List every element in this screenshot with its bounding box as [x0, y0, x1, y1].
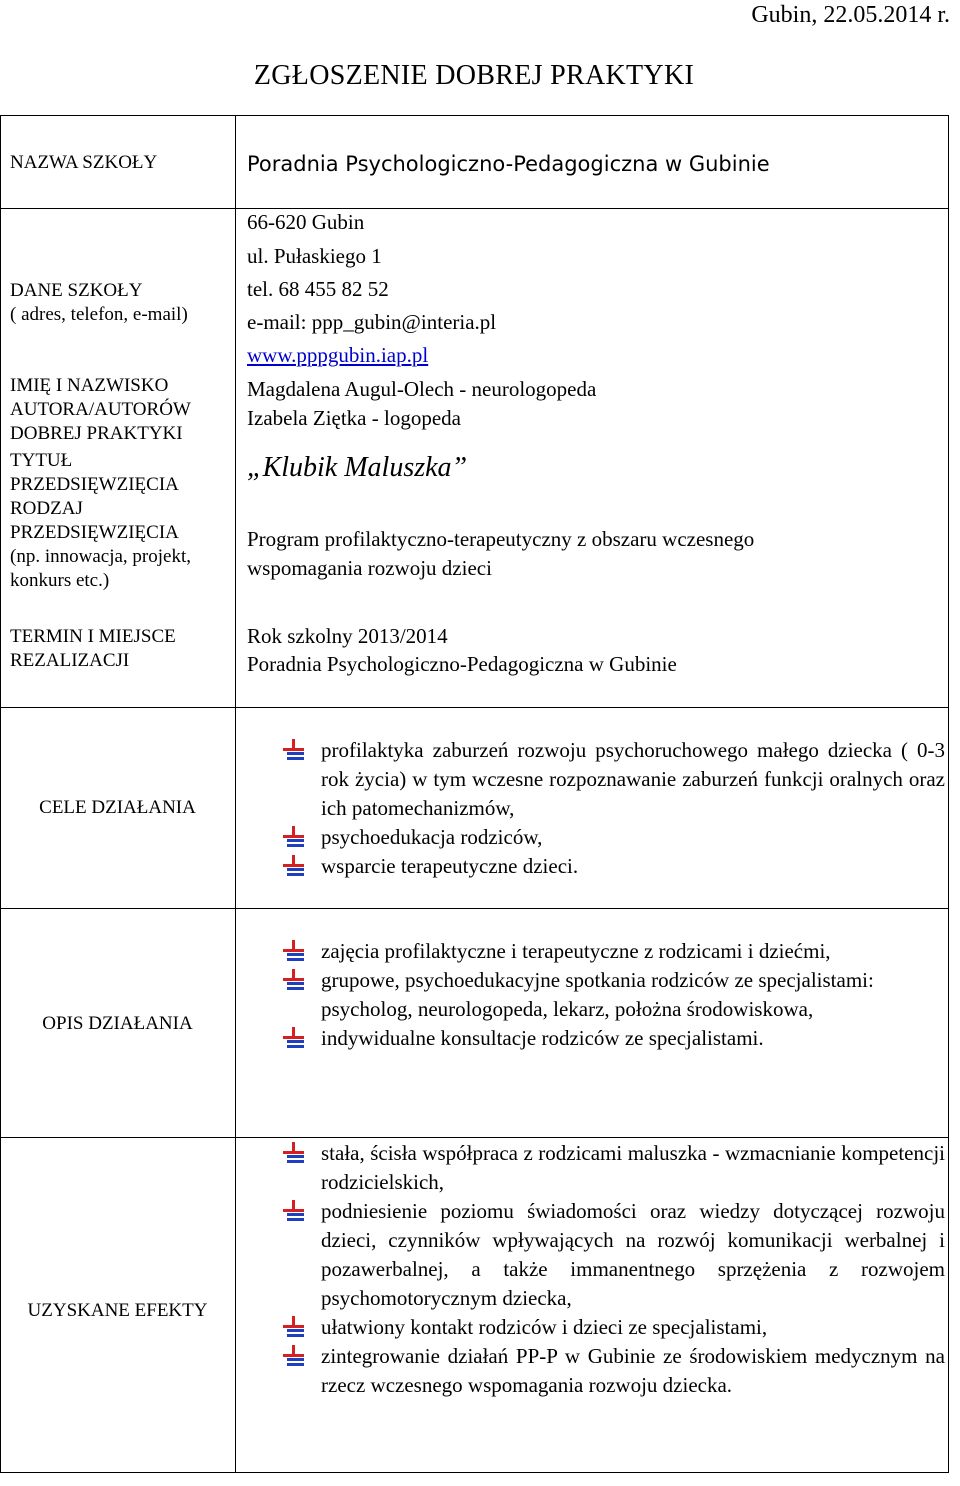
author-2: Izabela Ziętka - logopeda — [247, 406, 461, 430]
list-item — [283, 1342, 945, 1400]
table-border-right — [948, 115, 949, 1473]
effect-text: stała, ścisła współpraca z rodzicami maluszka - wzmacnianie kompetencji rodzicielskich, — [321, 1141, 945, 1194]
row-divider-3 — [0, 908, 949, 909]
label-term: TERMIN I MIEJSCE REZALIZACJI — [10, 626, 176, 671]
bullet-icon — [283, 855, 305, 877]
bullet-icon — [283, 940, 305, 962]
bullet-icon — [283, 1316, 305, 1338]
row-divider-4 — [0, 1137, 949, 1138]
practice-title: „Klubik Maluszka” — [247, 452, 468, 483]
label-goals: CELE DZIAŁANIA — [39, 797, 196, 818]
effect-text: podniesienie poziomu świadomości oraz wiedzy dotyczącej rozwoju dzieci, czynników wpływających na rozwój komunikacji werbalnej i pozawerbalnej, a także immanentnego sprzężenia z rozwojem psychomotorycznym dziecka, — [321, 1199, 945, 1310]
goal-text: wsparcie terapeutyczne dzieci. — [321, 854, 579, 878]
bullet-icon — [283, 969, 305, 991]
school-phone: tel. 68 455 82 52 — [247, 277, 389, 301]
list-item — [283, 823, 945, 852]
school-website-link[interactable]: www.pppgubin.iap.pl — [247, 343, 429, 367]
practice-type-line-1: Program profilaktyczno-terapeutyczny z obszaru wczesnego — [247, 527, 755, 551]
label-title: TYTUŁ PRZEDSIĘWZIĘCIA — [10, 450, 179, 495]
label-school-data-hint: ( adres, telefon, e-mail) — [10, 304, 188, 325]
school-street: ul. Pułaskiego 1 — [247, 244, 382, 268]
table-border-top — [0, 115, 949, 116]
label-school-name: NAZWA SZKOŁY — [10, 152, 158, 173]
table-border-middle — [235, 115, 236, 1473]
list-item — [283, 852, 945, 881]
bullet-icon — [283, 1345, 305, 1367]
practice-type-line-2: wspomagania rozwoju dzieci — [247, 556, 492, 580]
effect-text: zintegrowanie działań PP-P w Gubinie ze środowiskiem medycznym na rzecz wczesnego wspomagania rozwoju dziecka. — [321, 1344, 945, 1397]
row-divider-2 — [0, 707, 949, 708]
label-authors: IMIĘ I NAZWISKO AUTORA/AUTORÓW DOBREJ PRAKTYKI — [10, 375, 191, 444]
document-date: Gubin, 22.05.2014 r. — [751, 2, 950, 28]
list-item — [283, 966, 923, 1024]
school-name-value: Poradnia Psychologiczno-Pedagogiczna w Gubinie — [247, 152, 770, 176]
label-school-data: DANE SZKOŁY — [10, 280, 143, 301]
label-effects: UZYSKANE EFEKTY — [27, 1300, 208, 1321]
row-divider-1 — [0, 208, 949, 209]
list-item — [283, 1197, 945, 1313]
school-postcode: 66-620 Gubin — [247, 210, 365, 234]
bullet-icon — [283, 826, 305, 848]
goal-text: psychoedukacja rodziców, — [321, 825, 543, 849]
label-type-hint: (np. innowacja, projekt, konkurs etc.) — [10, 546, 191, 591]
term-place: Poradnia Psychologiczno-Pedagogiczna w Gubinie — [247, 652, 677, 676]
label-type: RODZAJ PRZEDSIĘWZIĘCIA — [10, 498, 179, 543]
list-item — [283, 736, 945, 823]
bullet-icon — [283, 1027, 305, 1049]
list-item — [283, 1139, 945, 1197]
table-border-left — [0, 115, 1, 1473]
description-text: indywidualne konsultacje rodziców ze specjalistami. — [321, 1026, 764, 1050]
document-title: ZGŁOSZENIE DOBREJ PRAKTYKI — [253, 60, 695, 91]
bullet-icon — [283, 1142, 305, 1164]
bullet-icon — [283, 739, 305, 761]
author-1: Magdalena Augul-Olech - neurologopeda — [247, 377, 597, 401]
effects-list — [283, 1139, 945, 1400]
goals-list — [283, 736, 945, 881]
list-item — [283, 1024, 923, 1053]
goal-text: profilaktyka zaburzeń rozwoju psychoruchowego małego dziecka ( 0-3 rok życia) w tym wczesne rozpoznawanie zaburzeń funkcji oralnych oraz ich patomechanizmów, — [321, 738, 945, 820]
label-description: OPIS DZIAŁANIA — [42, 1013, 193, 1034]
description-list — [283, 937, 923, 1053]
school-email: e-mail: ppp_gubin@interia.pl — [247, 310, 497, 334]
list-item — [283, 1313, 945, 1342]
list-item — [283, 937, 923, 966]
term-year: Rok szkolny 2013/2014 — [247, 624, 448, 648]
effect-text: ułatwiony kontakt rodziców i dzieci ze specjalistami, — [321, 1315, 768, 1339]
description-text: zajęcia profilaktyczne i terapeutyczne z rodzicami i dziećmi, — [321, 939, 831, 963]
description-text: grupowe, psychoedukacyjne spotkania rodziców ze specjalistami: psycholog, neurologopeda, lekarz, położna środowiskowa, — [321, 968, 874, 1021]
table-border-bottom — [0, 1472, 949, 1473]
bullet-icon — [283, 1200, 305, 1222]
